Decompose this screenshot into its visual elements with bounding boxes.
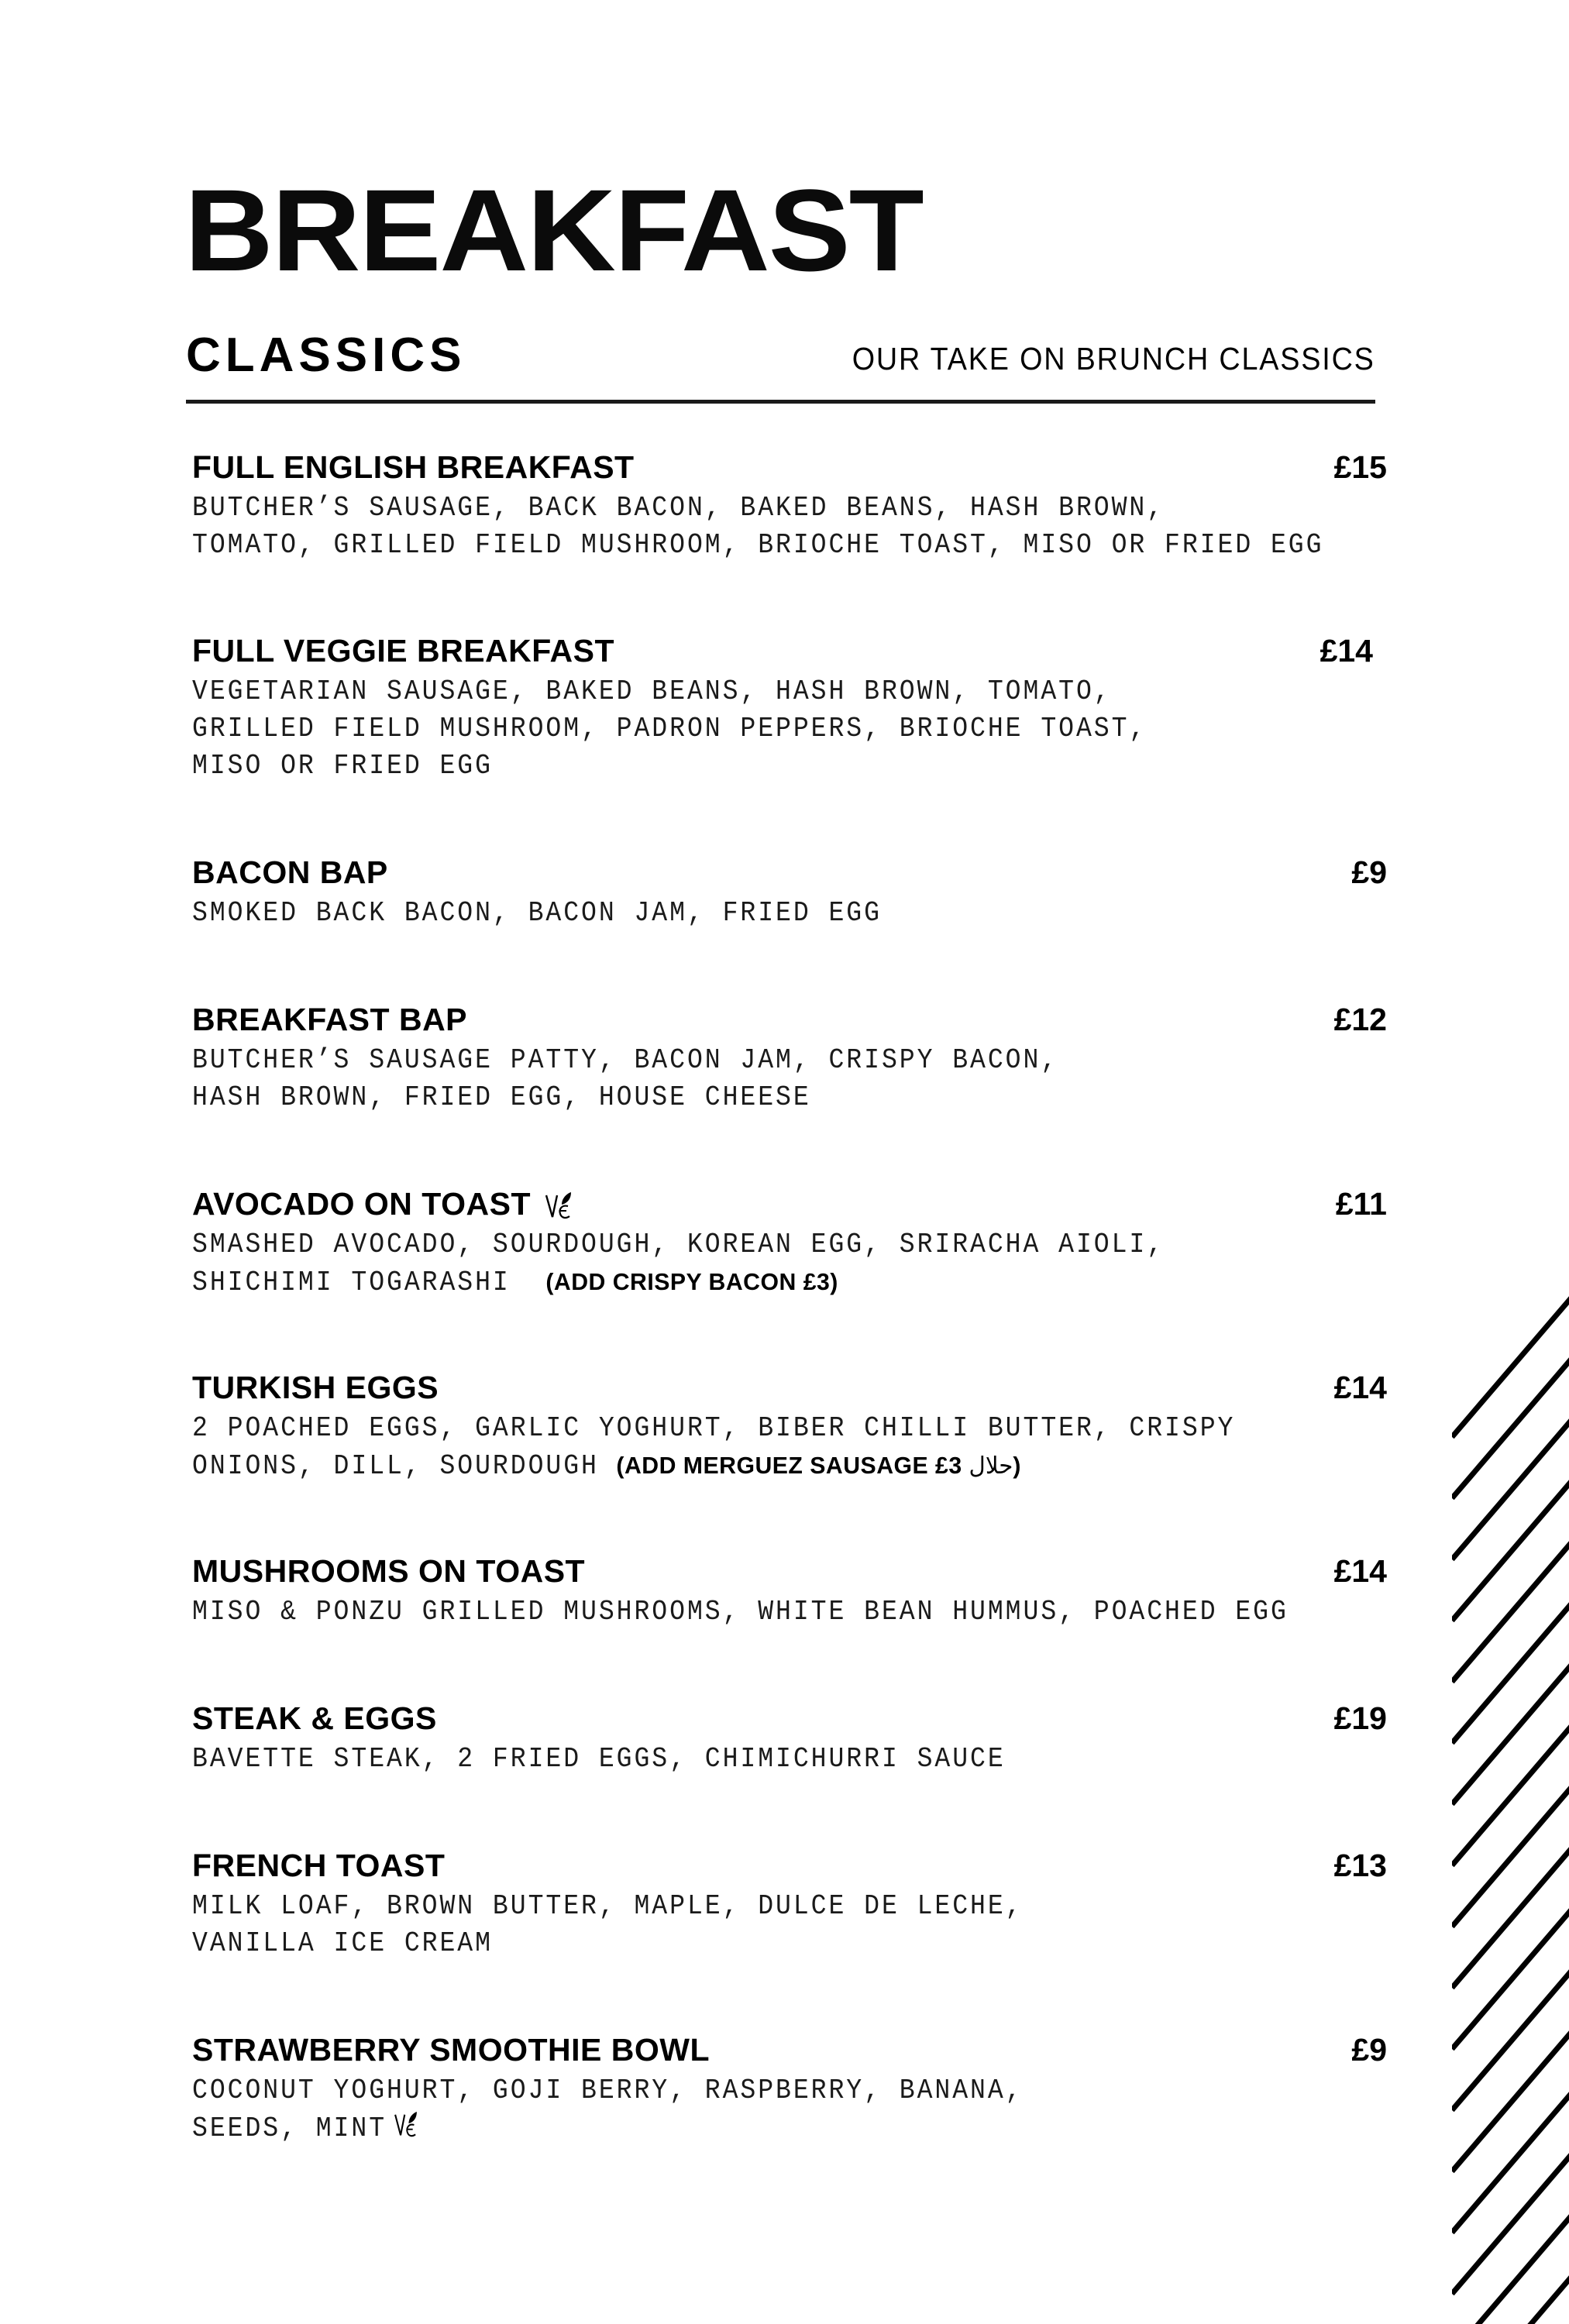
item-name: MUSHROOMS ON TOAST [192,1553,586,1589]
description-line: GRILLED FIELD MUSHROOM, PADRON PEPPERS, BRIOCHE TOAST, [192,713,1148,744]
item-price: £9 [1351,2032,1387,2068]
item-name [192,1184,573,1223]
description-line: 2 POACHED EGGS, GARLIC YOGHURT, BIBER CHILLI BUTTER, CRISPY [192,1412,1236,1444]
addon-text: (ADD MERGUEZ SAUSAGE £3 [616,1452,962,1479]
vegan-icon [545,1191,573,1222]
description-line: MISO & PONZU GRILLED MUSHROOMS, WHITE BEAN HUMMUS, POACHED EGG [192,1596,1289,1628]
item-description [192,895,1304,932]
item-name: BACON BAP [192,854,388,890]
item-description [192,1888,1304,1962]
vegan-icon [394,2109,418,2140]
section-subtitle: OUR TAKE ON BRUNCH CLASSICS [852,341,1375,376]
description-line: VANILLA ICE CREAM [192,1927,493,1959]
description-line: SMOKED BACK BACON, BACON JAM, FRIED EGG [192,897,882,929]
item-description [192,1410,1304,1485]
description-line: TOMATO, GRILLED FIELD MUSHROOM, BRIOCHE TOAST, MISO OR FRIED EGG [192,529,1324,561]
section-header [184,324,1375,401]
description-line [192,1263,1304,1301]
addon-close: ) [1013,1452,1022,1479]
section-title: CLASSICS [186,328,466,382]
item-price: £14 [1320,633,1373,669]
item-description [192,2072,1304,2147]
decorative-stripes [1452,1286,1569,2324]
addon-note: (ADD CRISPY BACON £3) [545,1268,838,1295]
item-price: £12 [1333,1002,1387,1037]
description-line: BUTCHER’S SAUSAGE PATTY, BACON JAM, CRISPY BACON, [192,1044,1059,1076]
item-name: STEAK & EGGS [192,1700,437,1736]
description-line: SMASHED AVOCADO, SOURDOUGH, KOREAN EGG, SRIRACHA AIOLI, [192,1229,1165,1260]
menu-title: BREAKFAST [184,165,923,295]
description-line: COCONUT YOGHURT, GOJI BERRY, RASPBERRY, BANANA, [192,2075,1024,2106]
item-description [192,1593,1304,1631]
halal-icon: حلال [969,1452,1013,1480]
item-price: £13 [1333,1848,1387,1883]
description-text: SHICHIMI TOGARASHI [192,1267,511,1298]
item-name: BREAKFAST BAP [192,1002,468,1037]
description-line: BAVETTE STEAK, 2 FRIED EGGS, CHIMICHURRI SAUCE [192,1743,1006,1775]
item-price: £14 [1333,1370,1387,1405]
description-line [192,2109,1304,2147]
item-price: £19 [1333,1700,1387,1736]
item-description [192,1741,1304,1778]
description-line: MILK LOAF, BROWN BUTTER, MAPLE, DULCE DE LECHE, [192,1890,1024,1922]
item-name: FULL VEGGIE BREAKFAST [192,633,615,669]
description-text: ONIONS, DILL, SOURDOUGH [192,1450,599,1482]
item-name: TURKISH EGGS [192,1370,439,1405]
item-description [192,490,1324,564]
item-name: STRAWBERRY SMOOTHIE BOWL [192,2032,710,2068]
item-price: £11 [1335,1186,1387,1222]
section-divider [186,400,1375,404]
item-name: FULL ENGLISH BREAKFAST [192,449,635,485]
description-text: SEEDS, MINT [192,2113,387,2144]
addon-note [617,1447,1022,1485]
item-price: £9 [1351,854,1387,890]
item-description [192,673,1304,785]
description-line [192,1447,1304,1485]
description-line: BUTCHER’S SAUSAGE, BACK BACON, BAKED BEANS, HASH BROWN, [192,492,1165,524]
description-line: HASH BROWN, FRIED EGG, HOUSE CHEESE [192,1081,811,1113]
item-description [192,1042,1304,1116]
item-description [192,1226,1304,1301]
item-price: £14 [1333,1553,1387,1589]
item-name: FRENCH TOAST [192,1848,446,1883]
description-line: VEGETARIAN SAUSAGE, BAKED BEANS, HASH BROWN, TOMATO, [192,676,1112,707]
item-price: £15 [1333,449,1387,485]
description-line: MISO OR FRIED EGG [192,750,493,782]
item-name-text: AVOCADO ON TOAST [192,1186,531,1222]
